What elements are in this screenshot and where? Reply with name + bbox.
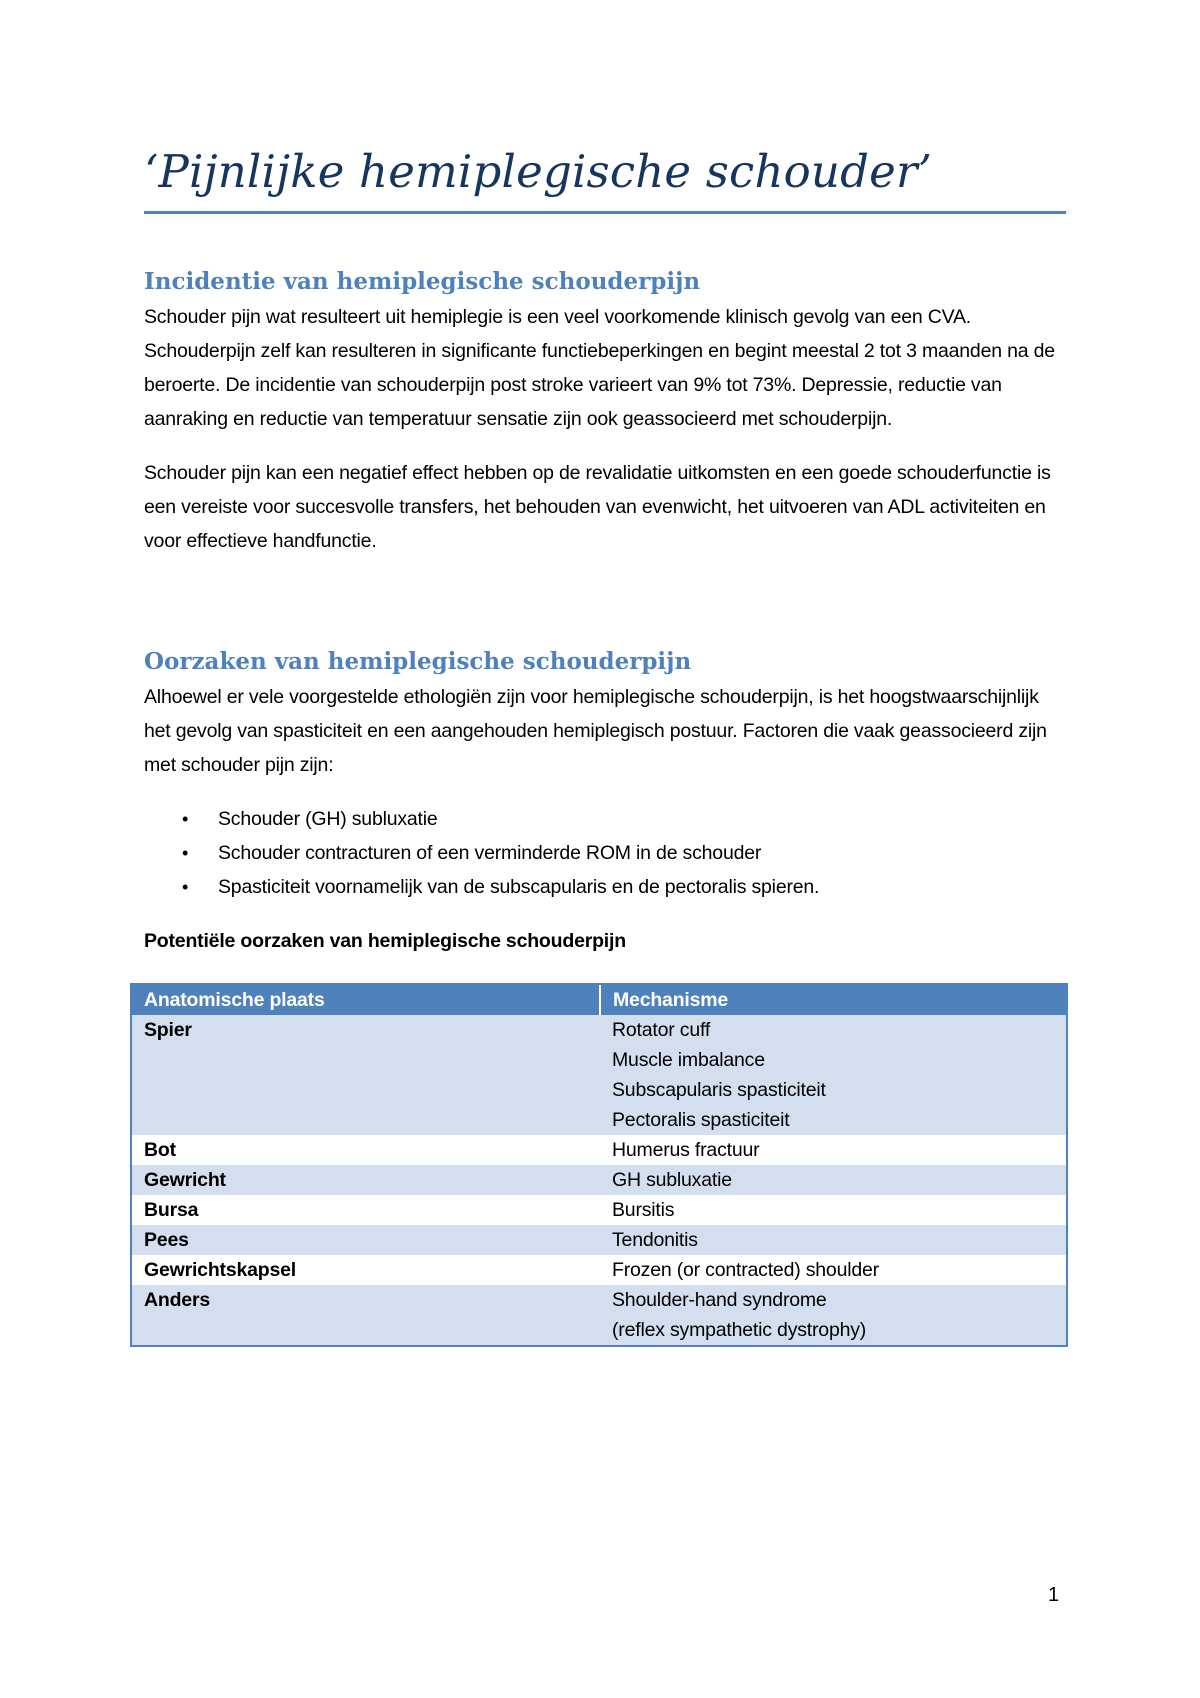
table-header-row (132, 985, 1066, 1015)
cell-mechanism (600, 1135, 1066, 1165)
mechanism-line: GH subluxatie (612, 1169, 732, 1191)
mechanism-line: Muscle imbalance (612, 1049, 765, 1071)
paragraph: Schouder pijn wat resulteert uit hemiplegie is een veel voorkomende klinisch gevolg van een CVA. Schouderpijn zelf kan resulteren in significante functiebeperkingen en begint meestal 2 tot 3 maanden na de beroerte. De incidentie van schouderpijn post stroke varieert van 9% tot 73%. Depressie, reductie van aanraking en reductie van temperatuur sensatie zijn ook geassocieerd met schouderpijn. (144, 306, 1055, 430)
page-number: 1 (1048, 1584, 1060, 1606)
mechanism-line: (reflex sympathetic dystrophy) (612, 1319, 867, 1341)
bullet-icon: • (182, 877, 189, 897)
cell-place: Bot (132, 1135, 600, 1165)
header-anatomical-place: Anatomische plaats (132, 985, 600, 1015)
paragraph: Alhoewel er vele voorgestelde ethologiën zijn voor hemiplegische schouderpijn, is het hoogstwaarschijnlijk het gevolg van spasticiteit en een aangehouden hemiplegisch postuur. Factoren die vaak geassocieerd zijn met schouder pijn zijn: (144, 686, 1047, 776)
mechanism-line: Bursitis (612, 1199, 675, 1221)
factor-list (144, 802, 1066, 904)
section-incidence (144, 264, 1066, 578)
cell-mechanism (600, 1195, 1066, 1225)
table-row (132, 1255, 1066, 1285)
section-causes (144, 644, 1066, 978)
cell-place: Bursa (132, 1195, 600, 1225)
header-mechanism: Mechanisme (600, 985, 1066, 1015)
mechanism-line: Shoulder-hand syndrome (612, 1289, 827, 1311)
table-row (132, 1015, 1066, 1135)
table-row (132, 1285, 1066, 1345)
section-heading: Oorzaken van hemiplegische schouderpijn (144, 648, 692, 675)
bullet-icon: • (182, 843, 189, 863)
cell-mechanism (600, 1285, 1066, 1345)
table-row (132, 1135, 1066, 1165)
mechanism-line: Pectoralis spasticiteit (612, 1109, 790, 1131)
table-row (132, 1165, 1066, 1195)
cell-place: Anders (132, 1285, 600, 1345)
list-item-text: Schouder (GH) subluxatie (218, 808, 438, 830)
list-item (144, 836, 1066, 870)
section-heading: Incidentie van hemiplegische schouderpijn (144, 268, 701, 295)
document-title: ‘Pijnlijke hemiplegische schouder’ (144, 145, 933, 198)
cell-mechanism (600, 1225, 1066, 1255)
bullet-icon: • (182, 809, 189, 829)
cell-mechanism (600, 1165, 1066, 1195)
list-item (144, 802, 1066, 836)
title-underline (144, 211, 1066, 214)
mechanism-line: Tendonitis (612, 1229, 698, 1251)
mechanism-line: Subscapularis spasticiteit (612, 1079, 826, 1101)
cell-place: Gewricht (132, 1165, 600, 1195)
cell-place: Gewrichtskapsel (132, 1255, 600, 1285)
table-caption: Potentiële oorzaken van hemiplegische schouderpijn (144, 930, 626, 952)
list-item-text: Spasticiteit voornamelijk van de subscapularis en de pectoralis spieren. (218, 876, 820, 898)
cell-mechanism (600, 1255, 1066, 1285)
table-row (132, 1195, 1066, 1225)
table-row (132, 1225, 1066, 1255)
cell-place: Pees (132, 1225, 600, 1255)
causes-table (132, 985, 1066, 1345)
mechanism-line: Humerus fractuur (612, 1139, 760, 1161)
mechanism-line: Frozen (or contracted) shoulder (612, 1259, 879, 1281)
list-item (144, 870, 1066, 904)
paragraph: Schouder pijn kan een negatief effect hebben op de revalidatie uitkomsten en een goede schouderfunctie is een vereiste voor succesvolle transfers, het behouden van evenwicht, het uitvoeren van ADL activiteiten en voor effectieve handfunctie. (144, 462, 1051, 552)
list-item-text: Schouder contracturen of een verminderde ROM in de schouder (218, 842, 762, 864)
cell-mechanism (600, 1015, 1066, 1135)
causes-table-frame (130, 983, 1068, 1347)
mechanism-line: Rotator cuff (612, 1019, 711, 1041)
cell-place: Spier (132, 1015, 600, 1135)
